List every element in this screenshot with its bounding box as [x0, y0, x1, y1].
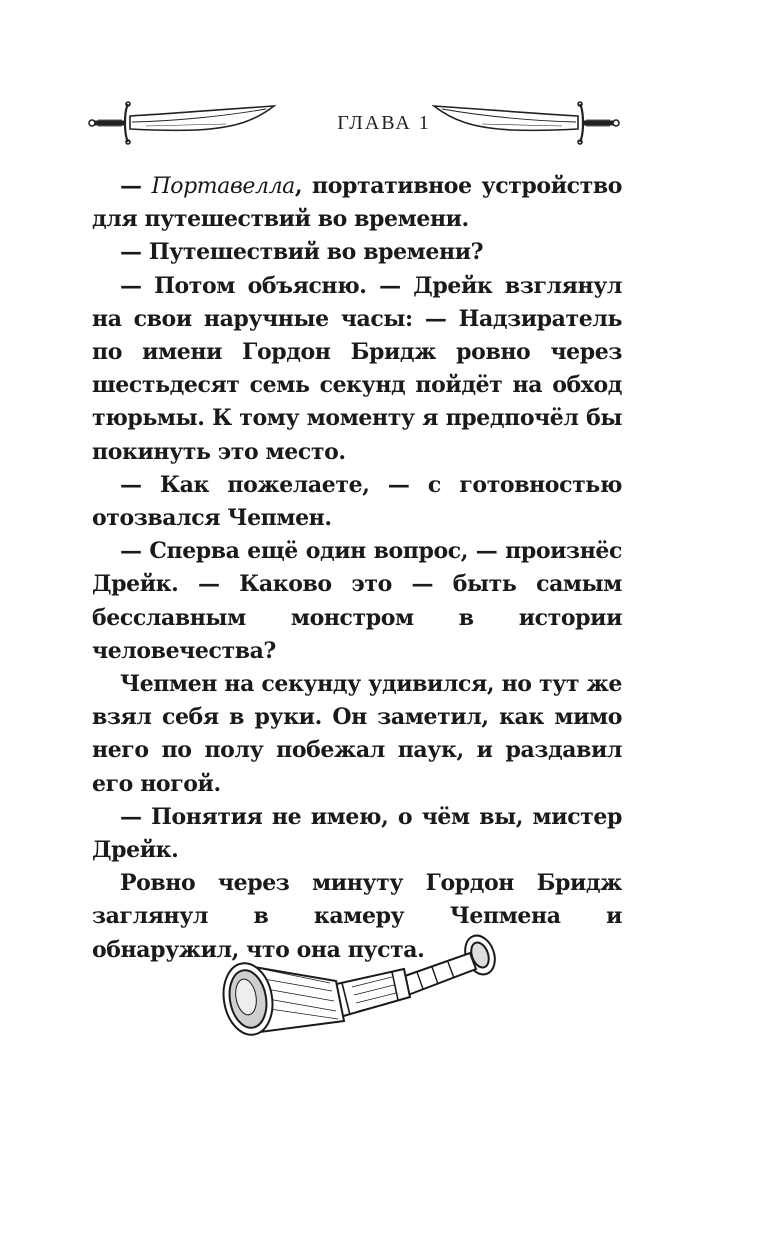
chapter-header [0, 92, 768, 152]
paragraph: — Портавелла, портативное устройство для путешествий во времени. [92, 173, 622, 233]
paragraph: — Сперва ещё один вопрос, — произнёс Дрейк. — Каково это — быть самым бесславным монстром в истории человечества? [92, 538, 622, 664]
paragraph: Ровно через минуту Гордон Бридж заглянул в камеру Чепмена и обнаружил, что она пуста. [92, 870, 622, 963]
page-body [92, 170, 622, 967]
paragraph: Чепмен на секунду удивился, но тут же взял себя в руки. Он заметил, как мимо него по полу побежал паук, и раздавил его ногой. [92, 671, 622, 797]
paragraph: — Как пожелаете, — с готовностью отозвался Чепмен. [92, 471, 622, 532]
chapter-title: ГЛАВА 1 [337, 112, 431, 134]
paragraph: — Потом объясню. — Дрейк взглянул на свои наручные часы: — Надзиратель по имени Гордон Бридж ровно через шестьдесят семь секунд пойдёт на обход тюрьмы. К тому моменту я предпочёл бы покинуть это место. [92, 272, 623, 465]
spyglass-icon [212, 925, 512, 1045]
paragraph: — Понятия не имею, о чём вы, мистер Дрейк. [92, 803, 622, 864]
emphasis: Портавелла [151, 174, 295, 199]
paragraph: — Путешествий во времени? [120, 239, 484, 266]
sword-icon [432, 96, 622, 146]
